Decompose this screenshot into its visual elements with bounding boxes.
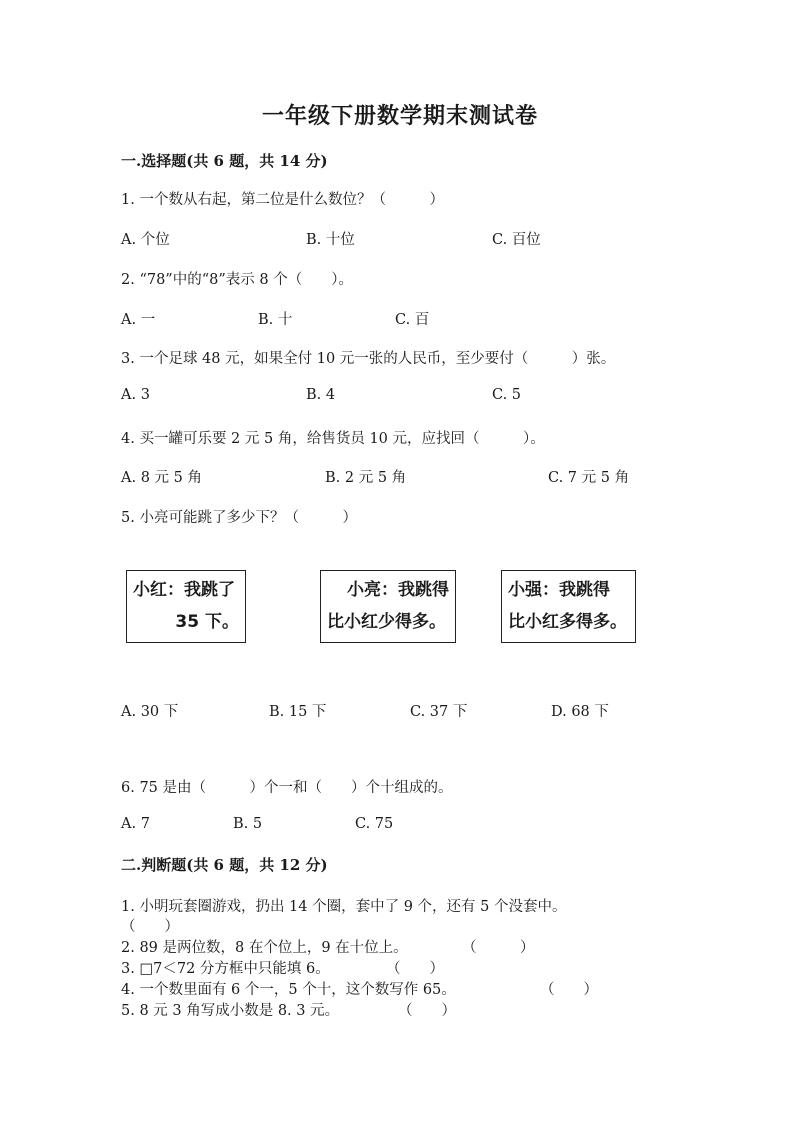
judge-5-answer-paren: （ ） bbox=[398, 1003, 456, 1019]
page-title: 一年级下册数学期末测试卷 bbox=[261, 103, 538, 129]
question-1-option-a: A. 个位 bbox=[121, 232, 170, 248]
question-3-option-a: A. 3 bbox=[121, 387, 150, 403]
judge-3-answer-paren: （ ） bbox=[386, 961, 444, 977]
section-heading-multiple-choice: 一.选择题(共 6 题，共 14 分) bbox=[121, 152, 328, 170]
speech-box-xiaoliang-line2: 比小红少得多。 bbox=[327, 612, 446, 632]
judge-4-answer-paren: （ ） bbox=[540, 982, 598, 998]
question-2-option-c: C. 百 bbox=[395, 312, 430, 328]
question-5-text: 5. 小亮可能跳了多少下？（ ） bbox=[121, 510, 357, 526]
speech-box-xiaoqiang-line1: 小强：我跳得 bbox=[508, 580, 610, 600]
judge-5-text: 5. 8 元 3 角写成小数是 8. 3 元。 bbox=[121, 1003, 340, 1019]
question-5-option-a: A. 30 下 bbox=[121, 704, 179, 720]
judge-3-text: 3. □7＜72 分方框中只能填 6。 bbox=[121, 961, 330, 977]
question-3-option-c: C. 5 bbox=[492, 387, 522, 403]
question-5-option-d: D. 68 下 bbox=[551, 704, 609, 720]
question-4-option-c: C. 7 元 5 角 bbox=[548, 470, 630, 486]
question-4-option-a: A. 8 元 5 角 bbox=[121, 470, 202, 486]
question-6-text: 6. 75 是由（ ）个一和（ ）个十组成的。 bbox=[121, 780, 453, 796]
speech-box-xiaohong-line1: 小红：我跳了 bbox=[133, 580, 235, 600]
question-6-option-c: C. 75 bbox=[355, 816, 394, 832]
question-1-option-c: C. 百位 bbox=[492, 232, 541, 248]
judge-2-answer-paren: （ ） bbox=[462, 940, 535, 956]
speech-box-xiaoqiang-line2: 比小红多得多。 bbox=[508, 612, 627, 632]
judge-2-text: 2. 89 是两位数，8 在个位上，9 在十位上。 bbox=[121, 940, 408, 956]
question-3-option-b: B. 4 bbox=[306, 387, 336, 403]
speech-box-xiaohong bbox=[126, 570, 246, 643]
question-5-option-b: B. 15 下 bbox=[269, 704, 327, 720]
speech-box-xiaoliang-line1: 小亮：我跳得 bbox=[347, 580, 449, 600]
question-6-option-a: A. 7 bbox=[121, 816, 150, 832]
question-6-option-b: B. 5 bbox=[233, 816, 263, 832]
question-1-option-b: B. 十位 bbox=[306, 232, 355, 248]
speech-box-xiaohong-line2: 35 下。 bbox=[175, 612, 239, 632]
speech-box-xiaoqiang bbox=[501, 570, 636, 643]
speech-box-xiaoliang bbox=[320, 570, 456, 643]
question-5-option-c: C. 37 下 bbox=[410, 704, 468, 720]
judge-4-text: 4. 一个数里面有 6 个一，5 个十，这个数写作 65。 bbox=[121, 982, 456, 998]
question-2-option-a: A. 一 bbox=[121, 312, 156, 328]
question-1-text: 1. 一个数从右起，第二位是什么数位？（ ） bbox=[121, 192, 444, 208]
question-3-text: 3. 一个足球 48 元，如果全付 10 元一张的人民币，至少要付（ ）张。 bbox=[121, 351, 616, 367]
section-heading-true-false: 二.判断题(共 6 题，共 12 分) bbox=[121, 856, 328, 874]
judge-1-answer-paren: （ ） bbox=[121, 919, 179, 935]
question-4-text: 4. 买一罐可乐要 2 元 5 角，给售货员 10 元，应找回（ ）。 bbox=[121, 431, 545, 447]
question-2-option-b: B. 十 bbox=[258, 312, 293, 328]
judge-1-text: 1. 小明玩套圈游戏，扔出 14 个圈，套中了 9 个，还有 5 个没套中。 bbox=[121, 899, 567, 915]
question-4-option-b: B. 2 元 5 角 bbox=[325, 470, 407, 486]
question-2-text: 2. “78”中的“8”表示 8 个（ ）。 bbox=[121, 272, 353, 288]
